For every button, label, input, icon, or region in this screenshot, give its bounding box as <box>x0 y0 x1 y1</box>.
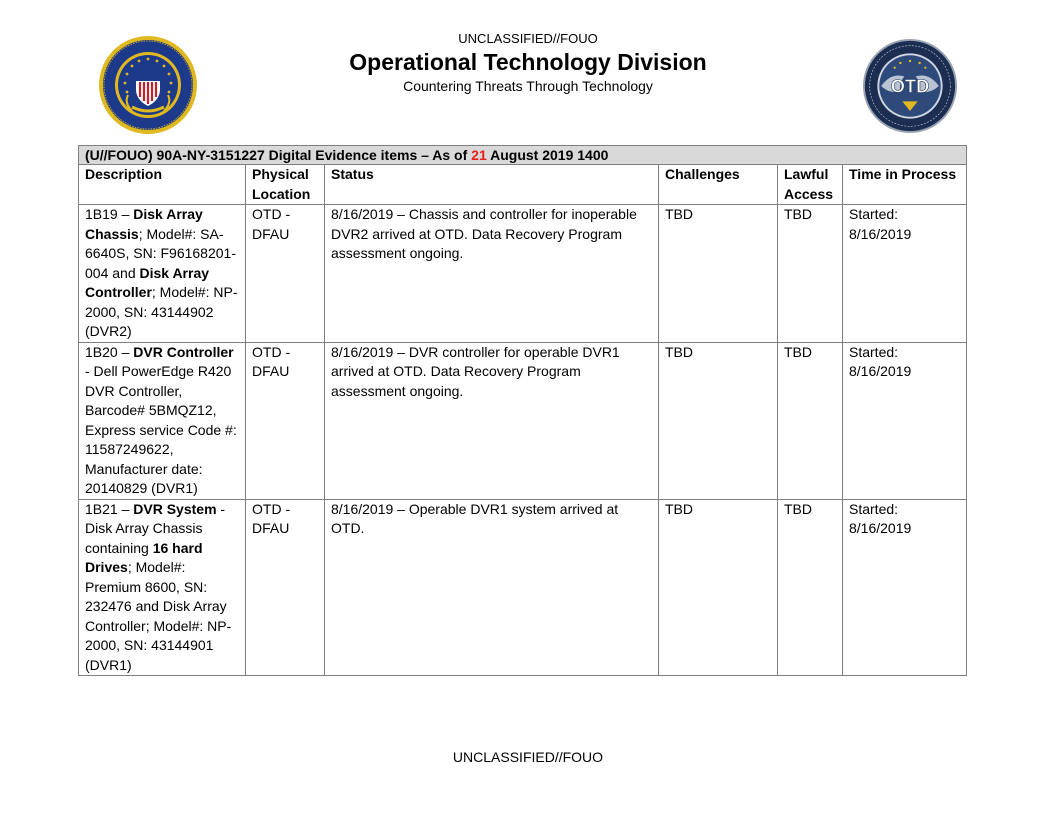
description-text: 16 hard Drives <box>85 539 203 575</box>
header-classification: UNCLASSIFIED//FOUO <box>458 31 598 46</box>
cell-status: 8/16/2019 – Operable DVR1 system arrived at OTD. <box>325 499 659 676</box>
table-title-row <box>79 146 967 165</box>
table-row <box>79 499 967 676</box>
evidence-table-body <box>79 205 967 676</box>
description-text: ; Model#: NP-2000, SN: 43144902 (DVR2) <box>85 284 238 339</box>
fbi-seal-logo <box>98 35 198 135</box>
cell-physical-location: OTD - DFAU <box>246 342 325 499</box>
description-text: - Dell PowerEdge R420 DVR Controller, Barcode# 5BMQZ12, Express service Code #: 11587249622, Manufacturer date: 20140829 (DVR1) <box>85 363 237 496</box>
evidence-table <box>78 145 967 676</box>
description-text: ; Model#: SA-6640S, SN: F96168201-004 and <box>85 225 236 281</box>
cell-status: 8/16/2019 – Chassis and controller for inoperable DVR2 arrived at OTD. Data Recovery Program assessment ongoing. <box>325 205 659 343</box>
cell-physical-location: OTD - DFAU <box>246 499 325 676</box>
cell-lawful-access: TBD <box>778 342 843 499</box>
cell-description <box>79 499 246 676</box>
col-header-status: Status <box>325 165 659 205</box>
cell-time-in-process: Started: 8/16/2019 <box>843 342 967 499</box>
description-text: Disk Array Chassis <box>85 206 203 242</box>
svg-text:OTD: OTD <box>890 75 930 97</box>
cell-challenges: TBD <box>659 499 778 676</box>
table-row <box>79 205 967 343</box>
table-row <box>79 342 967 499</box>
cell-lawful-access: TBD <box>778 499 843 676</box>
cell-time-in-process: Started: 8/16/2019 <box>843 499 967 676</box>
division-tagline: Countering Threats Through Technology <box>403 78 653 94</box>
cell-status: 8/16/2019 – DVR controller for operable DVR1 arrived at OTD. Data Recovery Program assessment ongoing. <box>325 342 659 499</box>
description-text: 1B19 – <box>85 206 134 222</box>
description-text: Disk Array Controller <box>85 264 210 300</box>
cell-challenges: TBD <box>659 205 778 343</box>
description-text: 1B20 – <box>85 343 134 360</box>
table-title: (U//FOUO) 90A-NY-3151227 Digital Evidence items – As of 21 August 2019 1400 <box>79 146 967 165</box>
cell-time-in-process: Started: 8/16/2019 <box>843 205 967 343</box>
description-text: ; Model#: Premium 8600, SN: 232476 and Disk Array Controller; Model#: NP-2000, SN: 43144901 (DVR1) <box>85 559 232 673</box>
col-header-location: Physical Location <box>246 165 325 205</box>
footer-classification: UNCLASSIFIED//FOUO <box>452 749 604 765</box>
otd-seal-logo <box>862 38 958 134</box>
description-text: DVR System <box>133 500 217 517</box>
col-header-lawful-access: Lawful Access <box>778 165 843 205</box>
col-header-time-in-process: Time in Process <box>843 165 967 205</box>
col-header-description: Description <box>79 165 246 205</box>
cell-description <box>79 205 246 343</box>
table-header-row <box>79 165 967 205</box>
cell-lawful-access: TBD <box>778 205 843 343</box>
col-header-challenges: Challenges <box>659 165 778 205</box>
division-title: Operational Technology Division <box>349 49 707 75</box>
description-text: - Disk Array Chassis containing <box>85 500 226 556</box>
report-day-highlight: 21 <box>471 147 487 163</box>
cell-description <box>79 342 246 499</box>
description-text: DVR Controller <box>133 343 234 360</box>
cell-physical-location: OTD - DFAU <box>246 205 325 343</box>
cell-challenges: TBD <box>659 342 778 499</box>
description-text: 1B21 – <box>85 500 134 517</box>
